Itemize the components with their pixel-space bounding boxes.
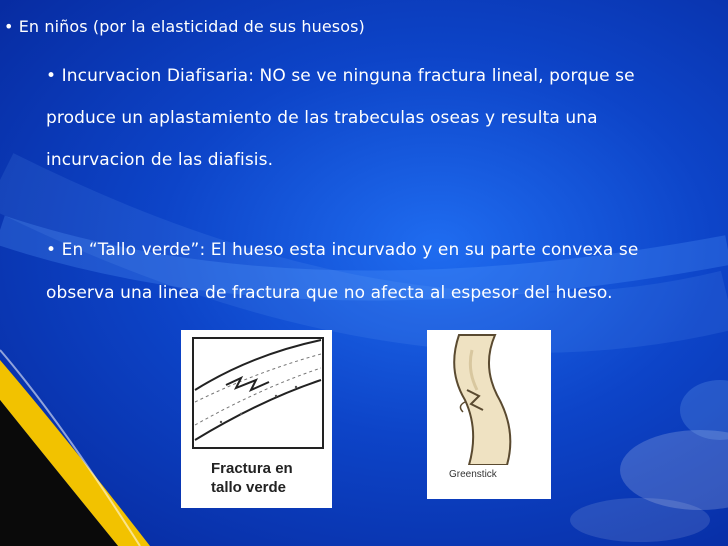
figure-greenstick [427, 330, 551, 499]
greenstick-bone-drawing [427, 330, 551, 465]
bullet-incurvacion-line2: produce un aplastamiento de las trabeculas oseas y resulta una [46, 108, 598, 128]
glow-blob [620, 430, 728, 510]
bullet-incurvacion-line3: incurvacion de las diafisis. [46, 150, 274, 170]
bullet-tallo-verde-line1: • En “Tallo verde”: El hueso esta incurvado y en su parte convexa se [46, 240, 639, 260]
bullet-tallo-verde-line2: observa una linea de fractura que no afecta al espesor del hueso. [46, 283, 613, 303]
bullet-ninos: • En niños (por la elasticidad de sus huesos) [4, 17, 365, 36]
figure-caption-1: Fractura en tallo verde [211, 460, 293, 496]
figure-caption-2: Greenstick [449, 469, 497, 480]
bent-bone-drawing [181, 330, 332, 455]
figure-tallo-verde [181, 330, 332, 508]
bullet-incurvacion-line1: • Incurvacion Diafisaria: NO se ve ninguna fractura lineal, porque se [46, 66, 635, 86]
